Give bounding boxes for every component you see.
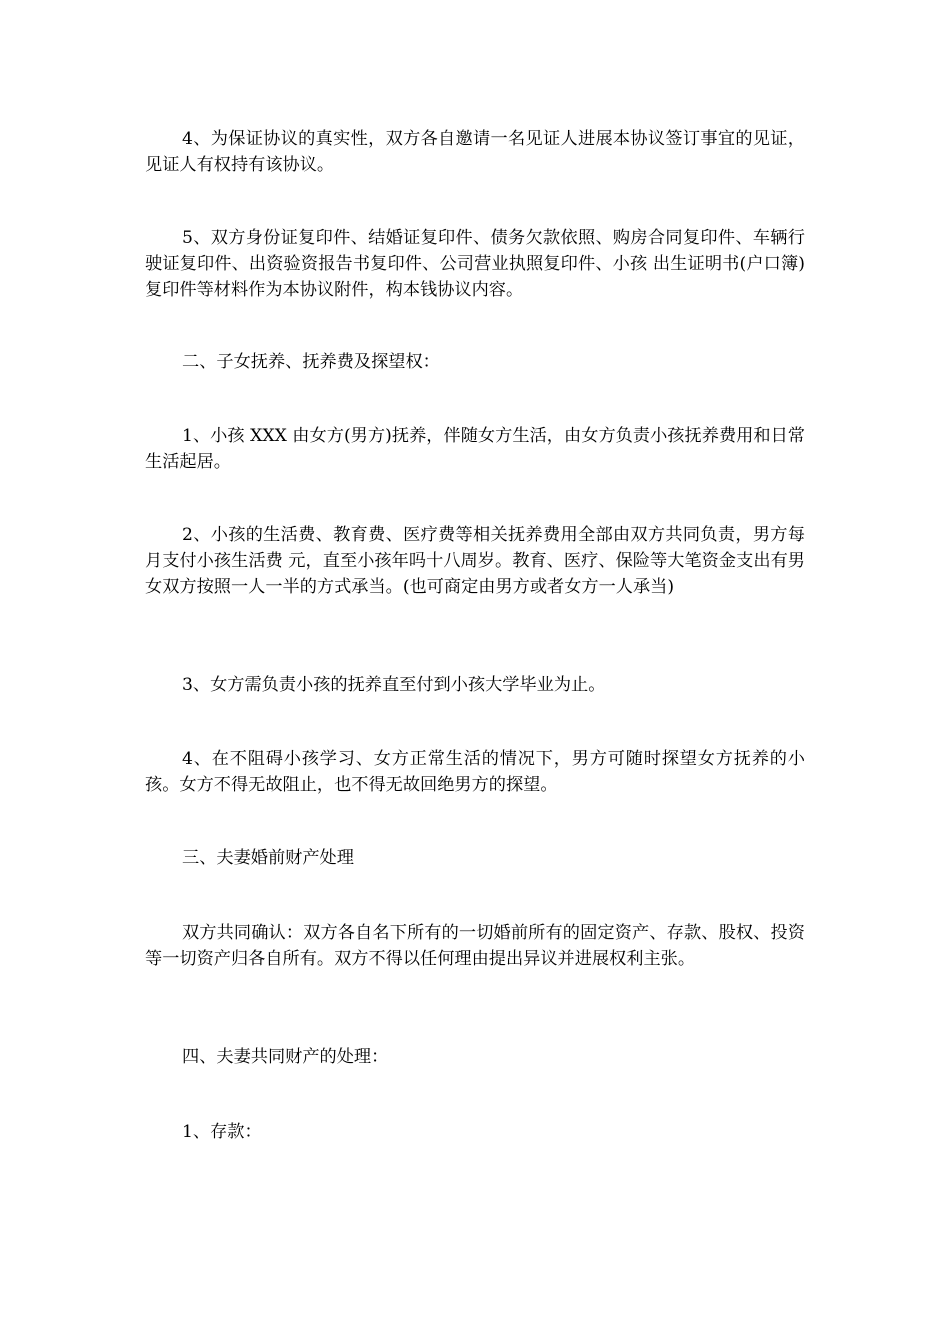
clause-witness: 4、为保证协议的真实性，双方各自邀请一名见证人进展本协议签订事宜的见证，见证人有权持有该协议。 (145, 129, 805, 175)
clause-premarital-assets: 双方共同确认：双方各自名下所有的一切婚前所有的固定资产、存款、股权、投资等一切资产归各自所有。双方不得以任何理由提出异议并进展权利主张。 (145, 923, 805, 969)
clause-custody: 1、小孩 XXX 由女方(男方)抚养，伴随女方生活，由女方负责小孩抚养费用和日常生活起居。 (145, 426, 805, 472)
clause-deposits: 1、存款： (182, 1122, 262, 1142)
clause-attachments: 5、双方身份证复印件、结婚证复印件、债务欠款依照、购房合同复印件、车辆行驶证复印件、出资验资报告书复印件、公司营业执照复印件、小孩 出生证明书(户口簿)复印件等材料作为本协议附件，构本钱协议内容。 (145, 228, 805, 300)
clause-visitation: 4、在不阻碍小孩学习、女方正常生活的情况下，男方可随时探望女方抚养的小孩。女方不得无故阻止，也不得无故回绝男方的探望。 (145, 749, 805, 795)
clause-upbringing-duration: 3、女方需负责小孩的抚养直至付到小孩大学毕业为止。 (182, 675, 606, 695)
section-heading-child-custody: 二、子女抚养、抚养费及探望权： (182, 352, 440, 372)
clause-support-fees: 2、小孩的生活费、教育费、医疗费等相关抚养费用全部由双方共同负责，男方每月支付小孩生活费 元，直至小孩年吗十八周岁。教育、医疗、保险等大笔资金支出有男女双方按照一人一半的方式承当。(也可商定由男方或者女方一人承当) (145, 525, 805, 597)
section-heading-premarital-property: 三、夫妻婚前财产处理 (182, 848, 354, 868)
section-heading-joint-property: 四、夫妻共同财产的处理： (182, 1047, 389, 1067)
